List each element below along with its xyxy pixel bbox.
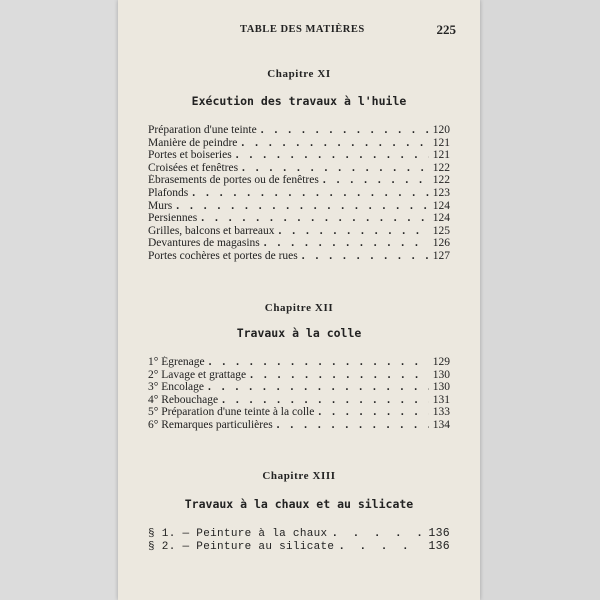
toc-entry-text: Plafonds xyxy=(148,186,189,199)
leader-dots xyxy=(241,137,428,150)
toc-entry-page: 122 xyxy=(432,161,450,174)
toc-entry-text: Préparation d'une teinte xyxy=(148,124,257,136)
toc-entry-page: 121 xyxy=(432,149,450,162)
toc-entry-text: Murs xyxy=(148,199,173,212)
toc-entry[interactable] xyxy=(148,137,450,150)
toc-entry-text: Ébrasements de portes ou de fenêtres xyxy=(148,174,319,187)
leader-dots xyxy=(323,174,429,187)
toc-entry-page: 122 xyxy=(432,174,450,187)
toc-entry-page: 126 xyxy=(432,237,450,250)
toc-entry[interactable] xyxy=(148,250,450,263)
leader-dots xyxy=(242,162,429,175)
chapter-title: Exécution des travaux à l'huile xyxy=(191,94,407,108)
toc-entry-text: 2° Lavage et grattage xyxy=(148,368,247,381)
toc-entry[interactable] xyxy=(148,419,450,432)
leader-dots xyxy=(338,541,424,554)
toc-entry-page: 133 xyxy=(432,406,450,419)
toc-entry[interactable] xyxy=(148,225,450,238)
toc-entry-text: Croisées et fenêtres xyxy=(148,161,239,174)
leader-dots xyxy=(318,406,428,419)
leader-dots xyxy=(209,356,429,369)
toc-entry-page: 124 xyxy=(432,212,450,225)
leader-dots xyxy=(222,394,429,407)
toc-entry[interactable] xyxy=(148,162,450,175)
toc-entry-text: § 2. — Peinture au silicate xyxy=(148,540,335,553)
toc-entry[interactable] xyxy=(148,369,450,382)
toc-entry-text: Portes cochères et portes de rues xyxy=(148,249,298,262)
toc-entry-text: 4° Rebouchage xyxy=(148,393,219,406)
leader-dots xyxy=(277,419,429,432)
toc-list xyxy=(148,356,450,432)
running-title: TABLE DES MATIÈRES xyxy=(240,24,365,35)
toc-entry-page: 129 xyxy=(432,356,450,368)
toc-entry-text: 5° Préparation d'une teinte à la colle xyxy=(148,406,315,419)
chapter-label: Chapitre XIII xyxy=(262,470,336,482)
leader-dots xyxy=(201,212,429,225)
toc-entry[interactable] xyxy=(148,174,450,187)
leader-dots xyxy=(176,200,428,213)
toc-list xyxy=(148,528,450,553)
toc-entry-text: § 1. — Peinture à la chaux xyxy=(148,528,328,540)
leader-dots xyxy=(208,381,429,394)
background-left xyxy=(0,0,118,600)
toc-list xyxy=(148,124,450,263)
toc-entry[interactable] xyxy=(148,237,450,250)
toc-entry-page: 121 xyxy=(432,136,450,149)
background-right xyxy=(480,0,600,600)
leader-dots xyxy=(250,369,429,382)
chapter-title: Travaux à la colle xyxy=(236,326,362,340)
toc-entry[interactable] xyxy=(148,124,450,137)
page-number: 225 xyxy=(436,22,456,37)
leader-dots xyxy=(236,149,429,162)
book-page xyxy=(118,0,480,600)
toc-entry-page: 120 xyxy=(432,124,450,136)
toc-entry[interactable] xyxy=(148,187,450,200)
chapter-label: Chapitre XII xyxy=(264,302,334,314)
leader-dots xyxy=(192,187,429,200)
toc-entry-page: 136 xyxy=(428,540,450,553)
leader-dots xyxy=(264,237,429,250)
toc-entry[interactable] xyxy=(148,149,450,162)
toc-entry-text: 3° Encolage xyxy=(148,381,205,394)
toc-entry[interactable] xyxy=(148,394,450,407)
toc-entry-page: 131 xyxy=(432,393,450,406)
toc-entry[interactable] xyxy=(148,541,450,554)
toc-entry-text: Persiennes xyxy=(148,212,198,225)
toc-entry[interactable] xyxy=(148,406,450,419)
leader-dots xyxy=(331,528,424,541)
leader-dots xyxy=(278,225,428,238)
toc-entry-text: 6° Remarques particulières xyxy=(148,418,273,431)
toc-entry-page: 127 xyxy=(432,249,450,262)
toc-entry-text: Grilles, balcons et barreaux xyxy=(148,224,275,237)
toc-entry-page: 123 xyxy=(432,186,450,199)
toc-entry[interactable] xyxy=(148,528,450,541)
toc-entry-page: 130 xyxy=(432,381,450,394)
leader-dots xyxy=(261,124,429,137)
toc-entry-text: Portes et boiseries xyxy=(148,149,232,162)
toc-entry-text: Manière de peindre xyxy=(148,136,238,149)
toc-entry-page: 130 xyxy=(432,368,450,381)
toc-entry[interactable] xyxy=(148,356,450,369)
toc-entry-page: 125 xyxy=(432,224,450,237)
toc-entry-page: 134 xyxy=(432,418,450,431)
toc-entry[interactable] xyxy=(148,212,450,225)
chapter-title: Travaux à la chaux et au silicate xyxy=(184,497,414,511)
toc-entry-page: 136 xyxy=(428,528,450,540)
toc-entry[interactable] xyxy=(148,381,450,394)
toc-entry[interactable] xyxy=(148,200,450,213)
toc-entry-text: 1° Égrenage xyxy=(148,356,205,368)
chapter-label: Chapitre XI xyxy=(267,68,331,80)
toc-entry-text: Devantures de magasins xyxy=(148,237,260,250)
toc-entry-page: 124 xyxy=(432,199,450,212)
leader-dots xyxy=(302,250,429,263)
